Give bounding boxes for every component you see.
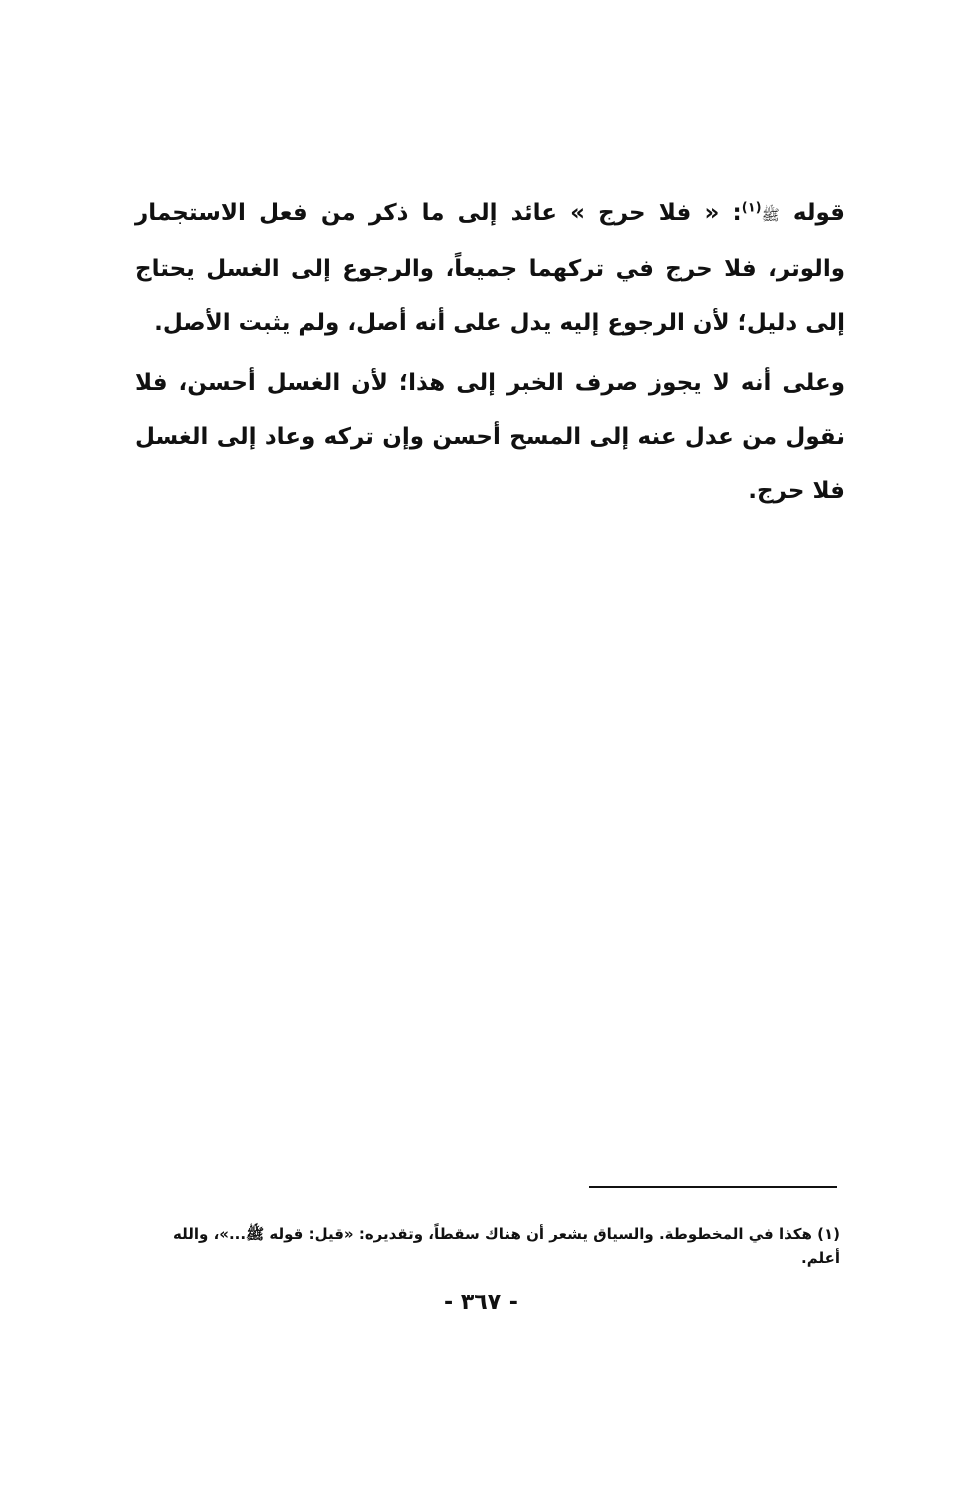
page-number: - ٣٦٧ -: [444, 1290, 518, 1315]
paragraph-1-text: : « فلا حرج » عائد إلى ما ذكر من فعل الاستجمار والوتر، فلا حرج في تركهما جميعاً، والرجوع إلى الغسل يحتاج إلى دليل؛ لأن الرجوع إليه يدل على أنه أصل، ولم يثبت الأصل.: [135, 200, 845, 336]
footnote-separator: [589, 1186, 837, 1188]
paragraph-1: [135, 186, 845, 350]
footnote: (١) هكذا في المخطوطة. والسياق يشعر أن هناك سقطاً، وتقديره: «قيل: قوله ﷺ...»، والله أعلم.: [173, 1225, 840, 1267]
footnote-reference: (١): [741, 200, 762, 216]
paragraph-2: وعلى أنه لا يجوز صرف الخبر إلى هذا؛ لأن الغسل أحسن، فلا نقول من عدل عنه إلى المسح أحسن وإن تركه وعاد إلى الغسل فلا حرج.: [135, 370, 845, 504]
honorific-glyph: ﷺ: [761, 206, 780, 224]
paragraph-1-lead: قوله: [792, 200, 845, 226]
body-text: [135, 186, 845, 524]
